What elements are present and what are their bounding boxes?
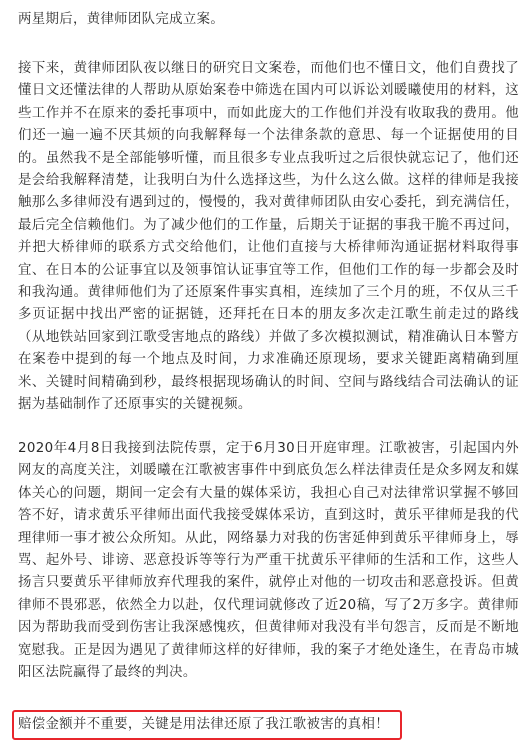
highlight-quote: 赔偿金额并不重要，关键是用法律还原了我江歌被害的真相！ bbox=[18, 717, 389, 732]
paragraph-evidence-work: 接下来，黄律师团队夜以继日的研究日文案卷，而他们也不懂日文，他们自费找了懂日文还懂法律的人帮助从原始案卷中筛选在国内可以诉讼刘暖曦使用的材料，这些工作并不在原来的委托事项中，而如此庞大的工作他们并没有收取我的费用。他们还一遍一遍不厌其烦的向我解释每一个法律条款的意思、每一个证据使用的目的。虽然我不是全部能够听懂，而且很多专业点我听过之后很快就忘记了，他们还是会给我解释清楚，让我明白为什么选择这些，为什么这么做。这样的律师是我接触那么多律师没有遇到过的，慢慢的，我对黄律师团队由安心委托，到充满信任，最后完全信赖他们。为了减少他们的工作量，后期关于证据的事我干脆不再过问，并把大桥律师的联系方式交给他们，让他们直接与大桥律师沟通证据材料取得事宜、在日本的公证事宜以及领事馆认证事宜等工作，但他们工作的每一步都会及时和我沟通。黄律师他们为了还原案件事实真相，连续加了三个月的班，不仅从三千多页证据中找出严密的证据链，还拜托在日本的朋友多次走江歌生前走过的路线（从地铁站回家到江歌受害地点的路线）并做了多次模拟测试，精准确认日本警方在案卷中提到的每一个地点及时间，力求准确还原现场，要求关键距离精确到厘米、关键时间精确到秒，最终根据现场确认的时间、空间与路线结合司法确认的证据为基础制作了还原事实的关键视频。 bbox=[18, 61, 519, 413]
paragraph-court-summons: 2020年4月8日我接到法院传票，定于6月30日开庭审理。江歌被害，引起国内外网友的高度关注，刘暖曦在江歌被害事件中到底负怎么样法律责任是众多网友和媒体关心的问题，期间一定会有大量的媒体采访，我担心自己对法律常识掌握不够回答不好，请求黄乐平律师出面代我接受媒体采访，直到这时，黄乐平律师是我的代理律师一事才被公众所知。从此，网络暴力对我的伤害延伸到黄乐平律师身上，辱骂、起外号、诽谤、恶意投诉等等行为严重干扰黄乐平律师的生活和工作，这些人扬言只要黄乐平律师放弃代理我的案件，就停止对他的一切攻击和恶意投诉。但黄律师不畏邪恶，依然全力以赴，仅代理词就修改了近20稿，写了2万多字。黄律师因为帮助我而受到伤害让我深感愧疚，但黄律师对我没有半句怨言，反而是不断地宽慰我。正是因为遇见了黄律师这样的好律师，我的案子才绝处逢生，在青岛市城阳区法院赢得了最终的判决。 bbox=[18, 441, 519, 681]
paragraph-filing-complete: 两星期后，黄律师团队完成立案。 bbox=[18, 12, 225, 27]
